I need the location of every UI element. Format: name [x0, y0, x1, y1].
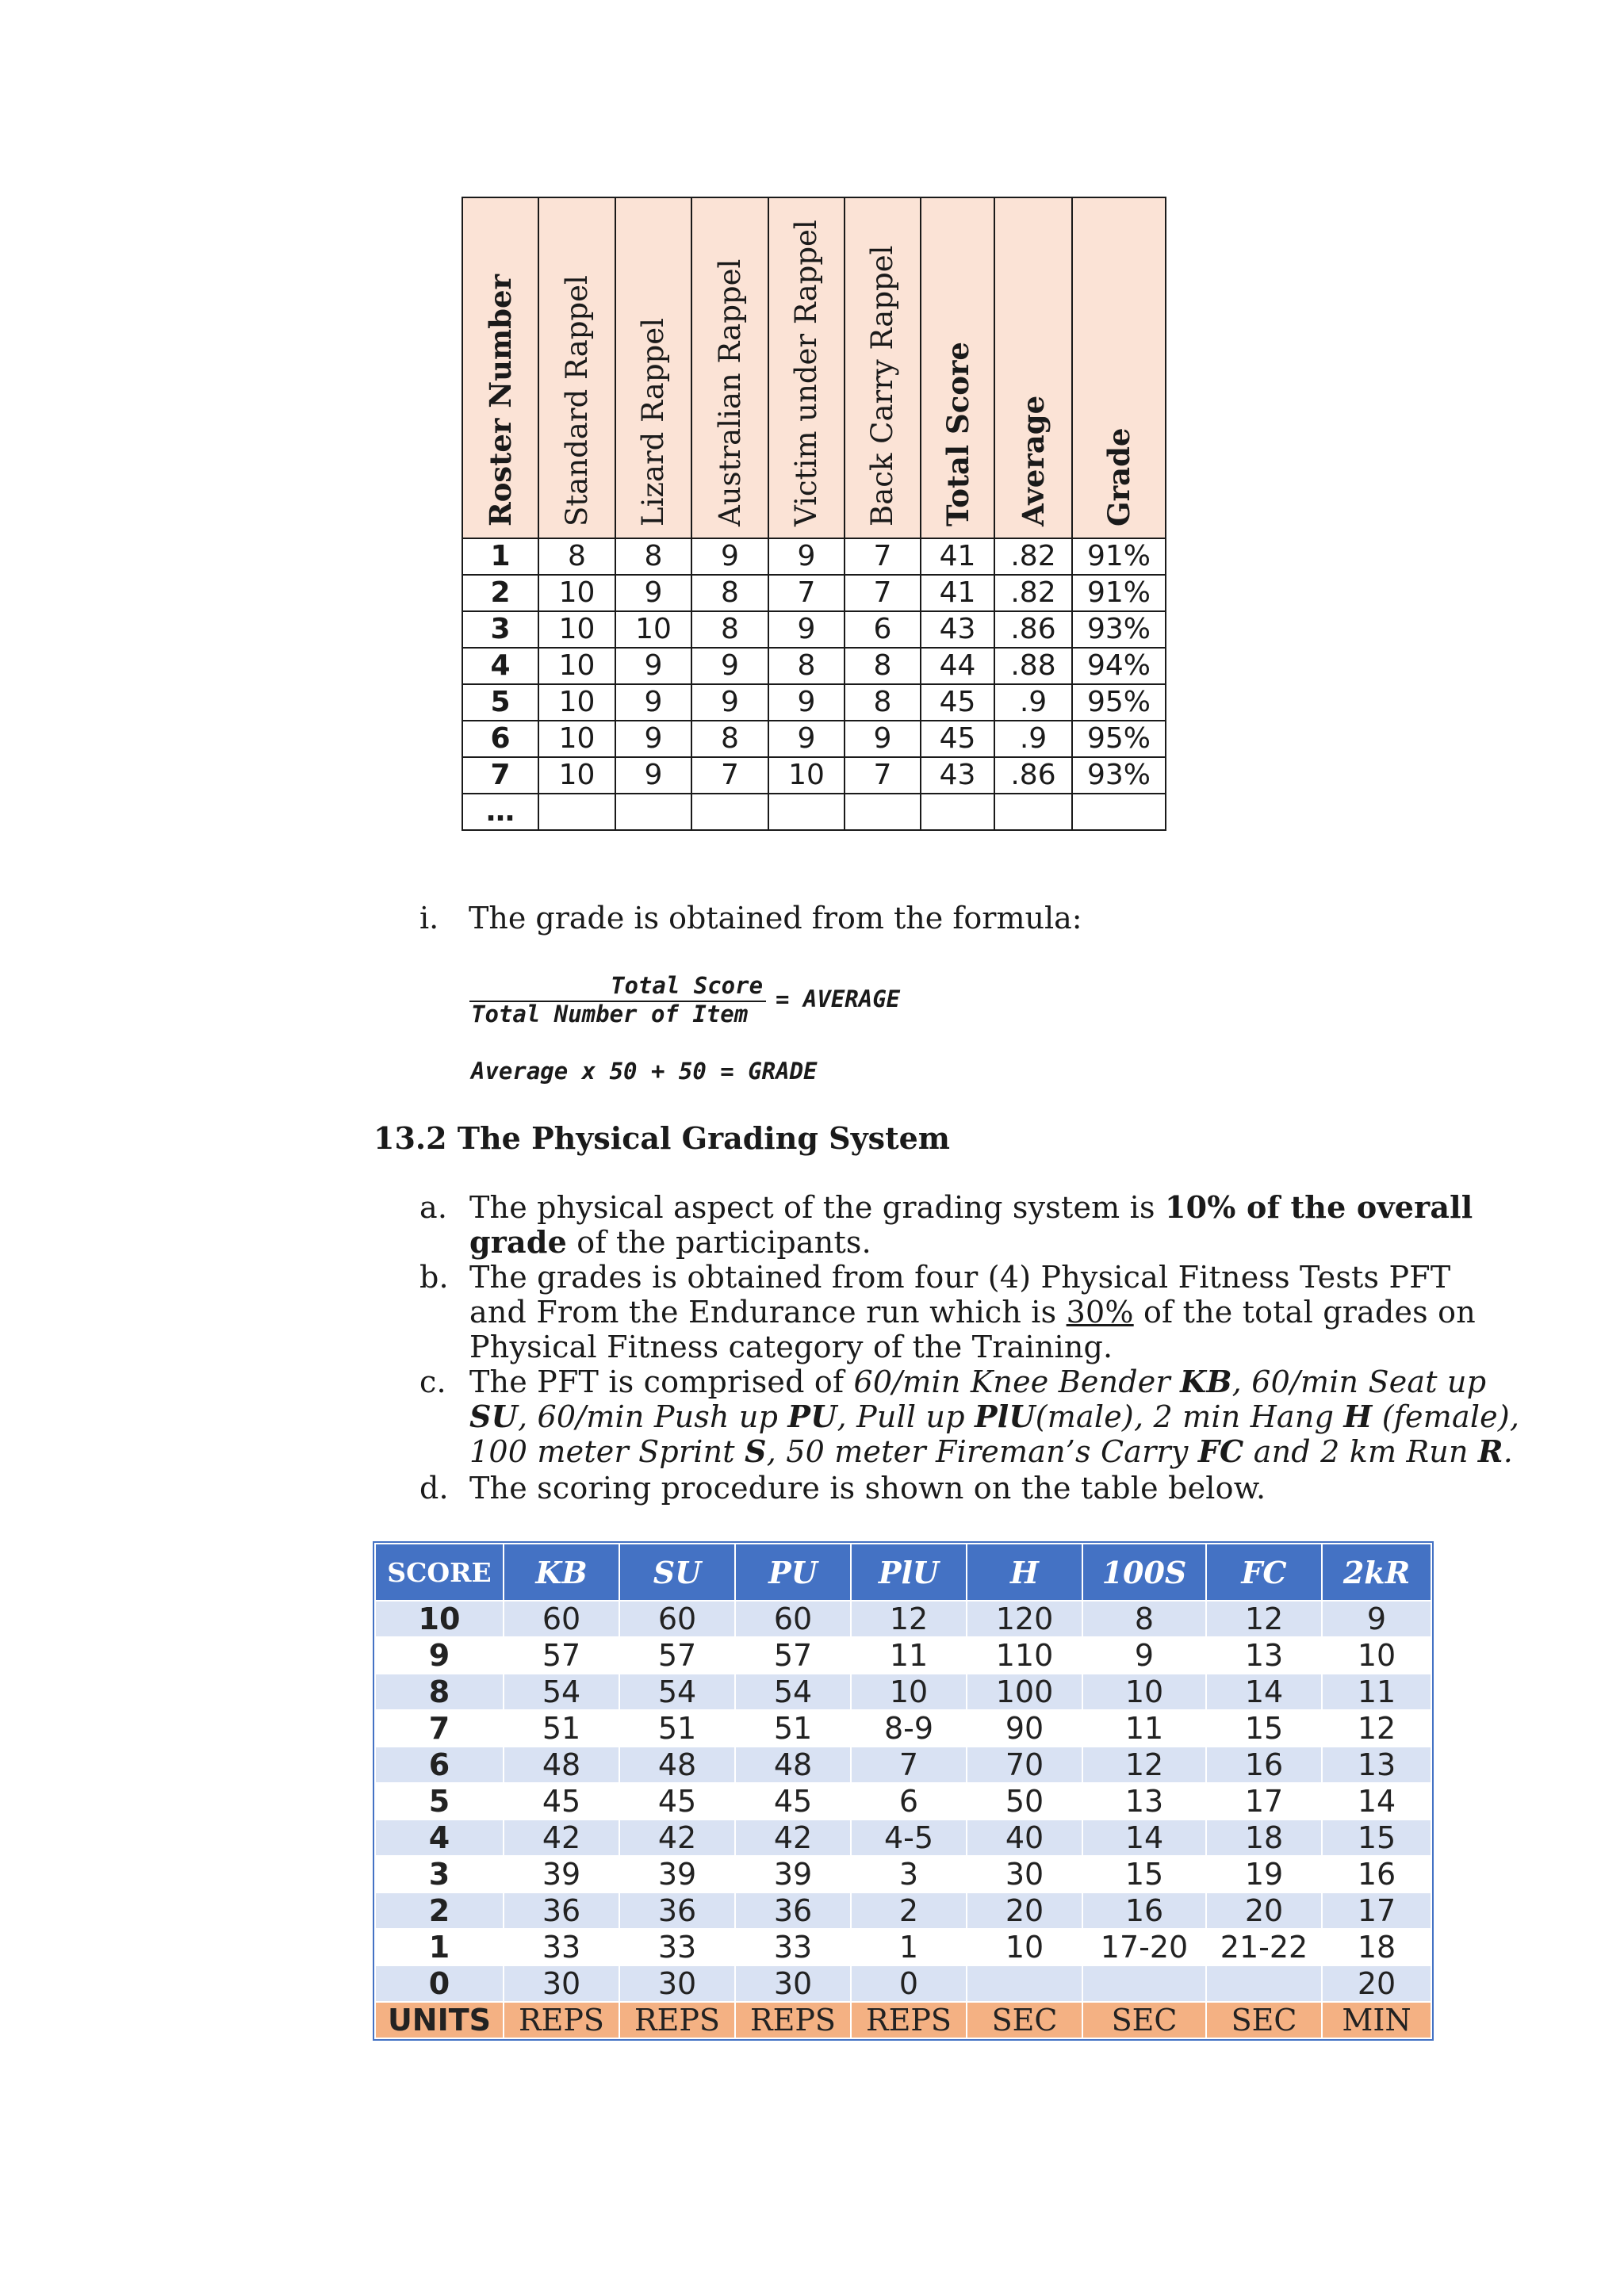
table-cell: 7	[851, 1747, 967, 1783]
table-cell: 6	[851, 1783, 967, 1820]
table-row	[462, 538, 1166, 575]
table-cell: 8	[615, 538, 691, 575]
table-cell: 9	[691, 538, 768, 575]
table-cell: 48	[504, 1747, 619, 1783]
table-cell	[1072, 794, 1166, 830]
table-cell: 94%	[1072, 648, 1166, 684]
table-row	[375, 1747, 1431, 1783]
table-cell: 33	[504, 1929, 619, 1965]
table-cell: 54	[735, 1674, 851, 1710]
table-cell: 10	[615, 611, 691, 648]
table-cell: 9	[615, 575, 691, 611]
pft-table-body	[375, 1601, 1431, 2038]
table-cell: 9	[845, 721, 921, 757]
table-cell: 15	[1082, 1856, 1206, 1892]
table-row	[375, 1856, 1431, 1892]
rappel-table-header-cell	[691, 197, 768, 538]
rappel-table-header-label: Australian Rappel	[712, 258, 747, 526]
item-a-line-1: The physical aspect of the grading system is 10% of the overall	[469, 1189, 1473, 1225]
table-cell: 95%	[1072, 684, 1166, 721]
table-cell: .82	[994, 538, 1072, 575]
item-b-line-3: Physical Fitness category of the Training.	[469, 1330, 1113, 1364]
rappel-table-header-label: Average	[1016, 395, 1051, 526]
table-cell: 7	[691, 757, 768, 794]
table-cell: 9	[1322, 1601, 1431, 1637]
table-cell: 15	[1206, 1710, 1322, 1747]
table-cell	[538, 794, 615, 830]
list-marker-a: a.	[419, 1190, 448, 1225]
score-cell: 10	[375, 1601, 504, 1637]
table-cell: 12	[1322, 1710, 1431, 1747]
table-cell: 42	[619, 1820, 735, 1856]
roster-number-cell: …	[462, 794, 538, 830]
table-cell: 11	[1082, 1710, 1206, 1747]
table-cell: 12	[1206, 1601, 1322, 1637]
table-cell: 48	[735, 1747, 851, 1783]
table-cell: 30	[619, 1965, 735, 2002]
table-cell: 70	[967, 1747, 1082, 1783]
table-cell: 51	[619, 1710, 735, 1747]
table-cell: .9	[994, 721, 1072, 757]
table-cell: 10	[768, 757, 845, 794]
table-cell: 54	[619, 1674, 735, 1710]
table-cell: 42	[735, 1820, 851, 1856]
table-cell: 17	[1322, 1892, 1431, 1929]
table-cell: 39	[504, 1856, 619, 1892]
table-cell: 16	[1206, 1747, 1322, 1783]
units-cell: REPS	[619, 2002, 735, 2038]
table-cell: 45	[619, 1783, 735, 1820]
table-cell: 51	[735, 1710, 851, 1747]
table-cell: 12	[1082, 1747, 1206, 1783]
table-cell: 57	[735, 1637, 851, 1674]
table-cell: 2	[851, 1892, 967, 1929]
pft-table-header-cell: PlU	[851, 1544, 967, 1601]
score-cell: 3	[375, 1856, 504, 1892]
pft-table-header-cell: SCORE	[375, 1544, 504, 1601]
table-cell: 9	[615, 757, 691, 794]
list-marker-d: d.	[419, 1471, 449, 1506]
roster-number-cell: 5	[462, 684, 538, 721]
table-row	[462, 648, 1166, 684]
score-cell: 7	[375, 1710, 504, 1747]
table-cell	[921, 794, 994, 830]
table-cell: 10	[1082, 1674, 1206, 1710]
table-cell: 11	[851, 1637, 967, 1674]
table-row	[462, 575, 1166, 611]
table-cell: 13	[1206, 1637, 1322, 1674]
score-cell: 0	[375, 1965, 504, 2002]
item-b-line-1: The grades is obtained from four (4) Physical Fitness Tests PFT	[469, 1260, 1451, 1295]
table-cell: 9	[768, 611, 845, 648]
list-marker-i: i.	[419, 901, 439, 936]
score-cell: 8	[375, 1674, 504, 1710]
table-cell: 44	[921, 648, 994, 684]
table-row	[375, 1637, 1431, 1674]
formula-intro: The grade is obtained from the formula:	[469, 901, 1082, 936]
rappel-score-table	[462, 197, 1166, 831]
table-cell: 45	[504, 1783, 619, 1820]
rappel-table-header-label: Victim under Rappel	[789, 220, 823, 526]
table-cell: 10	[538, 575, 615, 611]
table-cell: 33	[735, 1929, 851, 1965]
formula-numerator: Total Score	[611, 972, 764, 999]
grade-formula: Average x 50 + 50 = GRADE	[471, 1058, 818, 1085]
table-cell: 13	[1082, 1783, 1206, 1820]
item-b-line-2: and From the Endurance run which is 30% of the total grades on	[469, 1295, 1476, 1330]
roster-number-cell: 6	[462, 721, 538, 757]
table-cell: 17	[1206, 1783, 1322, 1820]
table-cell: .82	[994, 575, 1072, 611]
table-cell: 18	[1322, 1929, 1431, 1965]
table-cell: 60	[504, 1601, 619, 1637]
table-cell: 93%	[1072, 757, 1166, 794]
table-cell: 8-9	[851, 1710, 967, 1747]
table-cell: 43	[921, 611, 994, 648]
table-cell: 1	[851, 1929, 967, 1965]
table-cell: 10	[538, 721, 615, 757]
units-label-cell: UNITS	[375, 2002, 504, 2038]
table-cell: 90	[967, 1710, 1082, 1747]
rappel-table-header-cell	[845, 197, 921, 538]
table-cell: 9	[768, 538, 845, 575]
pft-scoring-table	[374, 1543, 1432, 2039]
table-cell	[615, 794, 691, 830]
table-cell: 10	[538, 684, 615, 721]
pft-table-header-cell: PU	[735, 1544, 851, 1601]
table-cell: 43	[921, 757, 994, 794]
table-cell: 93%	[1072, 611, 1166, 648]
pft-table-header-cell: KB	[504, 1544, 619, 1601]
table-row	[462, 684, 1166, 721]
pft-table-header-cell: SU	[619, 1544, 735, 1601]
units-row	[375, 2002, 1431, 2038]
table-cell: 14	[1206, 1674, 1322, 1710]
table-cell: 16	[1082, 1892, 1206, 1929]
rappel-table-header-cell	[994, 197, 1072, 538]
table-cell: 14	[1322, 1783, 1431, 1820]
item-c-line-2: SU, 60/min Push up PU, Pull up PlU(male), 2 min Hang H (female),	[469, 1399, 1520, 1434]
table-cell: 8	[845, 648, 921, 684]
table-cell: 36	[504, 1892, 619, 1929]
table-cell: 95%	[1072, 721, 1166, 757]
roster-number-cell: 7	[462, 757, 538, 794]
table-row	[375, 1820, 1431, 1856]
table-cell: 8	[538, 538, 615, 575]
pft-table-header-row	[375, 1544, 1431, 1601]
table-row	[462, 794, 1166, 830]
table-cell: 45	[921, 684, 994, 721]
table-cell: 8	[691, 721, 768, 757]
table-cell: 17-20	[1082, 1929, 1206, 1965]
table-cell: 4-5	[851, 1820, 967, 1856]
table-cell: 8	[768, 648, 845, 684]
table-cell: 48	[619, 1747, 735, 1783]
rappel-table-header-cell	[1072, 197, 1166, 538]
list-marker-b: b.	[419, 1260, 449, 1295]
table-cell: 8	[691, 575, 768, 611]
table-cell: 6	[845, 611, 921, 648]
units-cell: SEC	[1082, 2002, 1206, 2038]
table-cell: 57	[619, 1637, 735, 1674]
table-row	[462, 757, 1166, 794]
score-cell: 6	[375, 1747, 504, 1783]
roster-number-cell: 2	[462, 575, 538, 611]
table-cell: 42	[504, 1820, 619, 1856]
table-cell: 8	[1082, 1601, 1206, 1637]
rappel-table-header-cell	[768, 197, 845, 538]
table-cell: 9	[615, 648, 691, 684]
item-c-line-1: The PFT is comprised of 60/min Knee Bender KB, 60/min Seat up	[469, 1364, 1487, 1399]
table-cell: 10	[967, 1929, 1082, 1965]
table-cell: 16	[1322, 1856, 1431, 1892]
table-cell: 91%	[1072, 538, 1166, 575]
table-cell: 45	[735, 1783, 851, 1820]
table-cell: 100	[967, 1674, 1082, 1710]
rappel-table-header-label: Roster Number	[483, 274, 518, 526]
score-cell: 2	[375, 1892, 504, 1929]
table-cell: 10	[538, 611, 615, 648]
units-cell: SEC	[967, 2002, 1082, 2038]
item-c-line-3: 100 meter Sprint S, 50 meter Fireman’s Carry FC and 2 km Run R.	[469, 1433, 1513, 1469]
table-cell: 9	[691, 684, 768, 721]
table-cell: 15	[1322, 1820, 1431, 1856]
rappel-table-header-label: Back Carry Rappel	[865, 245, 899, 526]
table-cell: 9	[615, 684, 691, 721]
table-cell: .86	[994, 757, 1072, 794]
table-cell: 20	[967, 1892, 1082, 1929]
table-cell: 41	[921, 575, 994, 611]
table-cell: 9	[768, 721, 845, 757]
table-cell: .88	[994, 648, 1072, 684]
item-d-text: The scoring procedure is shown on the table below.	[469, 1471, 1266, 1506]
table-cell: 110	[967, 1637, 1082, 1674]
table-cell: 10	[538, 648, 615, 684]
table-cell: 8	[691, 611, 768, 648]
table-cell: 13	[1322, 1747, 1431, 1783]
list-marker-c: c.	[419, 1364, 446, 1399]
pft-table-header-cell: H	[967, 1544, 1082, 1601]
table-cell: 9	[691, 648, 768, 684]
table-cell: 45	[921, 721, 994, 757]
table-cell	[691, 794, 768, 830]
rappel-table-header-cell	[462, 197, 538, 538]
table-cell: 3	[851, 1856, 967, 1892]
table-row	[462, 611, 1166, 648]
score-cell: 5	[375, 1783, 504, 1820]
table-cell: 39	[735, 1856, 851, 1892]
table-cell: 39	[619, 1856, 735, 1892]
table-cell: 11	[1322, 1674, 1431, 1710]
table-row	[375, 1892, 1431, 1929]
table-cell: 8	[845, 684, 921, 721]
rappel-table-body	[462, 538, 1166, 830]
table-cell: 12	[851, 1601, 967, 1637]
rappel-table-header-label: Grade	[1101, 427, 1136, 526]
roster-number-cell: 4	[462, 648, 538, 684]
table-cell: 21-22	[1206, 1929, 1322, 1965]
table-row	[462, 721, 1166, 757]
score-cell: 9	[375, 1637, 504, 1674]
table-cell: 36	[735, 1892, 851, 1929]
score-cell: 4	[375, 1820, 504, 1856]
table-cell: 50	[967, 1783, 1082, 1820]
table-cell	[845, 794, 921, 830]
table-cell: 60	[619, 1601, 735, 1637]
table-row	[375, 1674, 1431, 1710]
pft-table-header-cell: 100S	[1082, 1544, 1206, 1601]
table-cell: 10	[851, 1674, 967, 1710]
table-cell	[1082, 1965, 1206, 2002]
rappel-table-header-row	[462, 197, 1166, 538]
rappel-table-header-cell	[615, 197, 691, 538]
table-cell	[1206, 1965, 1322, 2002]
roster-number-cell: 1	[462, 538, 538, 575]
formula-equals-average: = AVERAGE	[776, 985, 901, 1012]
table-row	[375, 1965, 1431, 2002]
table-cell: 30	[967, 1856, 1082, 1892]
table-cell	[967, 1965, 1082, 2002]
pft-table-header-cell: FC	[1206, 1544, 1322, 1601]
table-row	[375, 1929, 1431, 1965]
table-cell	[994, 794, 1072, 830]
table-cell: 7	[845, 757, 921, 794]
table-cell: 30	[735, 1965, 851, 2002]
table-cell: 10	[538, 757, 615, 794]
table-row	[375, 1783, 1431, 1820]
table-cell: 9	[615, 721, 691, 757]
table-cell: 9	[768, 684, 845, 721]
units-cell: MIN	[1322, 2002, 1431, 2038]
formula-denominator: Total Number of Item	[471, 1001, 749, 1027]
table-cell	[768, 794, 845, 830]
table-cell: 33	[619, 1929, 735, 1965]
table-cell: .9	[994, 684, 1072, 721]
units-cell: REPS	[504, 2002, 619, 2038]
pft-table-header-cell: 2kR	[1322, 1544, 1431, 1601]
score-cell: 1	[375, 1929, 504, 1965]
table-cell: 7	[768, 575, 845, 611]
units-cell: SEC	[1206, 2002, 1322, 2038]
table-cell: 120	[967, 1601, 1082, 1637]
table-row	[375, 1601, 1431, 1637]
table-cell: 20	[1322, 1965, 1431, 2002]
table-cell: 9	[1082, 1637, 1206, 1674]
table-cell: 60	[735, 1601, 851, 1637]
units-cell: REPS	[851, 2002, 967, 2038]
table-row	[375, 1710, 1431, 1747]
table-cell: 51	[504, 1710, 619, 1747]
table-cell: 19	[1206, 1856, 1322, 1892]
units-cell: REPS	[735, 2002, 851, 2038]
rappel-table-header-cell	[921, 197, 994, 538]
table-cell: 57	[504, 1637, 619, 1674]
table-cell: 7	[845, 575, 921, 611]
table-cell: 7	[845, 538, 921, 575]
table-cell: 40	[967, 1820, 1082, 1856]
rappel-table-header-cell	[538, 197, 615, 538]
table-cell: 41	[921, 538, 994, 575]
rappel-table-header-label: Total Score	[940, 342, 975, 526]
table-cell: 91%	[1072, 575, 1166, 611]
table-cell: 54	[504, 1674, 619, 1710]
table-cell: 30	[504, 1965, 619, 2002]
section-title: 13.2 The Physical Grading System	[373, 1120, 951, 1156]
roster-number-cell: 3	[462, 611, 538, 648]
table-cell: 0	[851, 1965, 967, 2002]
table-cell: 14	[1082, 1820, 1206, 1856]
item-a-line-2: grade of the participants.	[469, 1224, 871, 1260]
table-cell: 18	[1206, 1820, 1322, 1856]
rappel-table-header-label: Standard Rappel	[559, 275, 594, 526]
table-cell: 20	[1206, 1892, 1322, 1929]
table-cell: .86	[994, 611, 1072, 648]
table-cell: 10	[1322, 1637, 1431, 1674]
table-cell: 36	[619, 1892, 735, 1929]
rappel-table-header-label: Lizard Rappel	[636, 318, 670, 526]
